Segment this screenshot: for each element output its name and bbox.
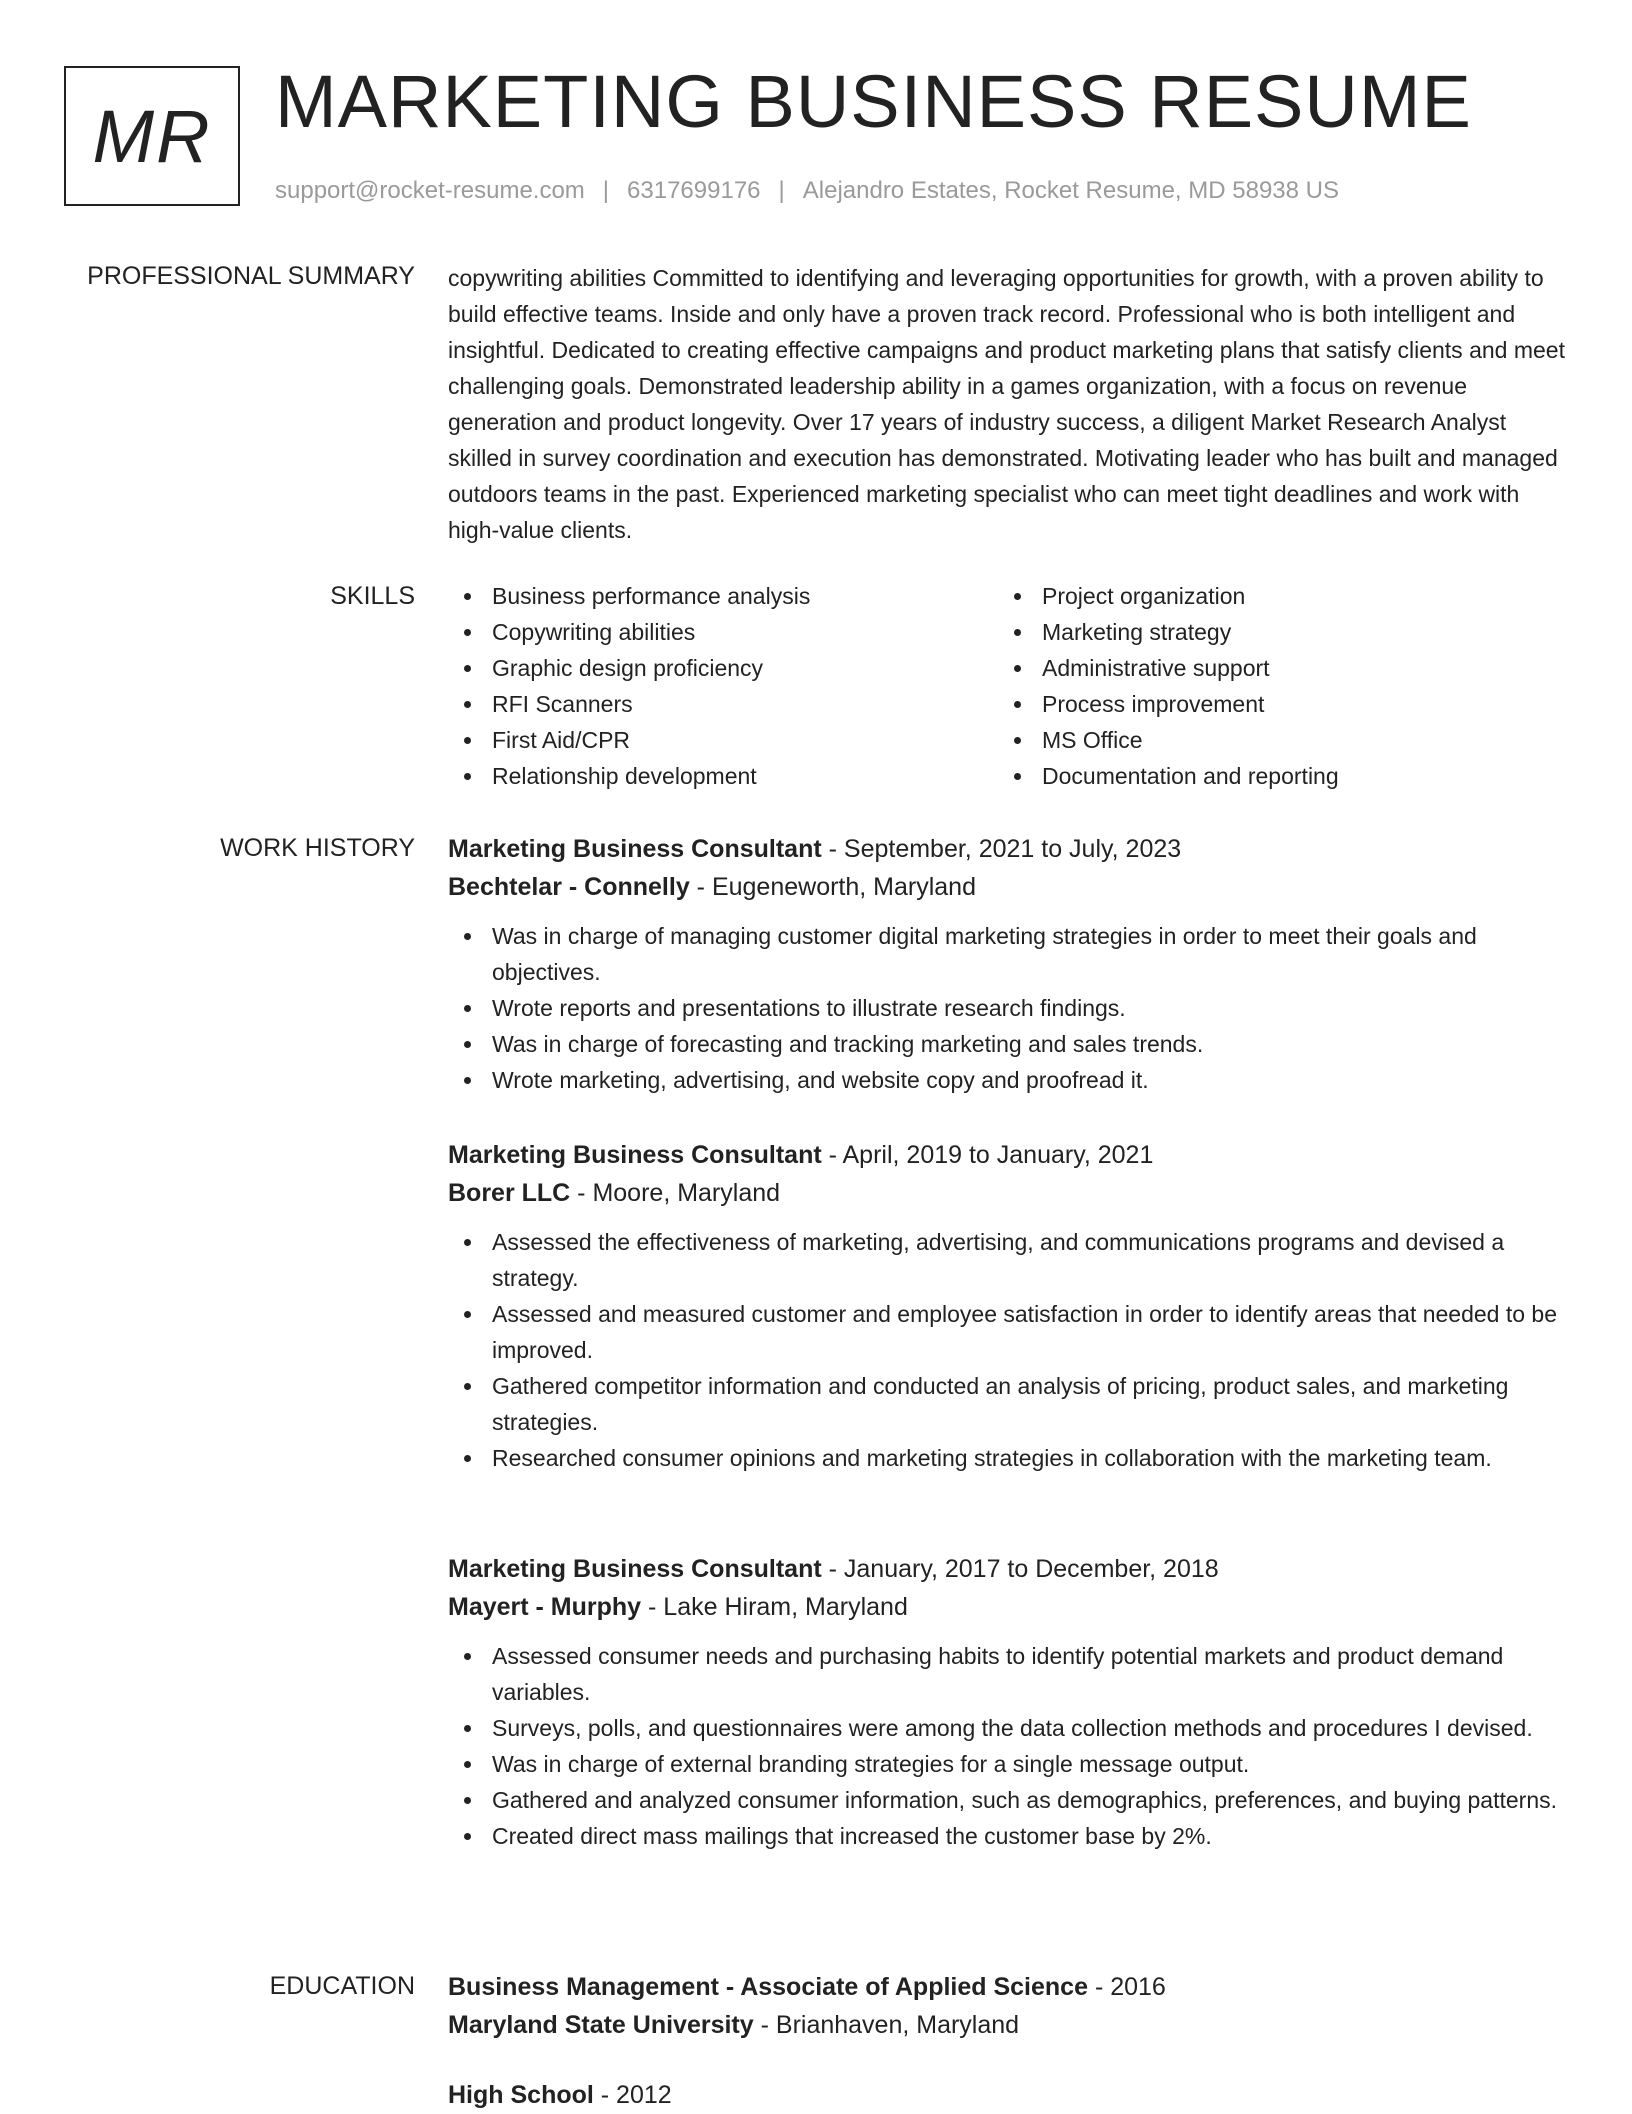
job-entry (448, 1136, 1568, 1476)
job-title: Marketing Business Consultant (448, 1555, 822, 1583)
degree-line (448, 1968, 1568, 2006)
job-location: - Eugeneworth, Maryland (689, 873, 976, 901)
job-company-line (448, 868, 1568, 906)
phone-number: 6317699176 (627, 177, 761, 204)
job-bullets (448, 918, 1568, 1098)
education-label: EDUCATION (269, 1972, 415, 2000)
contact-line (275, 174, 1339, 208)
job-bullet: Wrote reports and presentations to illustrate research findings. (448, 990, 1568, 1026)
degree-year: - 2016 (1088, 1973, 1166, 2001)
skill-item: Relationship development (448, 758, 998, 794)
job-company-line (448, 1174, 1568, 1212)
resume-title: MARKETING BUSINESS RESUME (275, 60, 1472, 143)
school-line (448, 2006, 1568, 2044)
address: Alejandro Estates, Rocket Resume, MD 58938 US (802, 177, 1339, 204)
skill-item: Process improvement (998, 686, 1548, 722)
education-entry (448, 2076, 1568, 2114)
job-dates: - January, 2017 to December, 2018 (821, 1555, 1219, 1583)
job-bullet: Assessed and measured customer and employee satisfaction in order to identify areas that needed to be improved. (448, 1296, 1568, 1368)
job-bullet: Created direct mass mailings that increased the customer base by 2%. (448, 1818, 1568, 1854)
job-bullet: Was in charge of forecasting and tracking marketing and sales trends. (448, 1026, 1568, 1062)
skill-item: Copywriting abilities (448, 614, 998, 650)
skill-item: Administrative support (998, 650, 1548, 686)
job-bullet: Gathered and analyzed consumer information, such as demographics, preferences, and buying patterns. (448, 1782, 1568, 1818)
degree-year: - 2012 (593, 2081, 672, 2109)
job-dates: - September, 2021 to July, 2023 (821, 835, 1182, 863)
separator: | (602, 177, 610, 204)
job-bullets (448, 1224, 1568, 1476)
education-entry (448, 1968, 1568, 2044)
degree: Business Management - Associate of Applied Science (448, 1973, 1088, 2001)
skill-item: Documentation and reporting (998, 758, 1548, 794)
school-location: - Brianhaven, Maryland (753, 2011, 1020, 2039)
job-bullet: Assessed the effectiveness of marketing, advertising, and communications programs and devised a strategy. (448, 1224, 1568, 1296)
job-heading (448, 830, 1568, 868)
job-company: Mayert - Murphy (448, 1593, 642, 1621)
skills-list-left (448, 578, 998, 794)
skills-list-right (998, 578, 1548, 794)
job-company-line (448, 1588, 1568, 1626)
job-entry (448, 830, 1568, 1098)
job-bullets (448, 1638, 1568, 1854)
summary-label: PROFESSIONAL SUMMARY (87, 262, 415, 290)
job-heading (448, 1136, 1568, 1174)
job-dates: - April, 2019 to January, 2021 (821, 1141, 1154, 1169)
job-company: Borer LLC (448, 1179, 571, 1207)
job-bullet: Was in charge of managing customer digital marketing strategies in order to meet their goals and objectives. (448, 918, 1568, 990)
email-link[interactable]: support@rocket-resume.com (275, 177, 585, 204)
work-label: WORK HISTORY (220, 834, 415, 862)
job-bullet: Was in charge of external branding strategies for a single message output. (448, 1746, 1568, 1782)
school: Maryland State University (448, 2011, 754, 2039)
skill-item: First Aid/CPR (448, 722, 998, 758)
job-bullet: Gathered competitor information and conducted an analysis of pricing, product sales, and marketing strategies. (448, 1368, 1568, 1440)
job-entry (448, 1550, 1568, 1854)
job-title: Marketing Business Consultant (448, 835, 822, 863)
skill-item: Graphic design proficiency (448, 650, 998, 686)
job-bullet: Researched consumer opinions and marketing strategies in collaboration with the marketing team. (448, 1440, 1568, 1476)
skill-item: Business performance analysis (448, 578, 998, 614)
job-heading (448, 1550, 1568, 1588)
job-title: Marketing Business Consultant (448, 1141, 822, 1169)
monogram: MR (64, 66, 240, 206)
job-company: Bechtelar - Connelly (448, 873, 690, 901)
job-location: - Lake Hiram, Maryland (641, 1593, 908, 1621)
job-bullet: Assessed consumer needs and purchasing habits to identify potential markets and product demand variables. (448, 1638, 1568, 1710)
skill-item: MS Office (998, 722, 1548, 758)
degree: High School (448, 2081, 594, 2109)
job-bullet: Wrote marketing, advertising, and website copy and proofread it. (448, 1062, 1568, 1098)
separator: | (778, 177, 785, 204)
skills-label: SKILLS (330, 582, 415, 610)
skill-item: Marketing strategy (998, 614, 1548, 650)
skill-item: Project organization (998, 578, 1548, 614)
job-location: - Moore, Maryland (570, 1179, 781, 1207)
skill-item: RFI Scanners (448, 686, 998, 722)
degree-line (448, 2076, 1568, 2114)
summary-text: copywriting abilities Committed to identifying and leveraging opportunities for growth, with a proven ability to build effective teams. Inside and only have a proven track record. Professional who is both intelligent and insightful. Dedicated to creating effective campaigns and product marketing plans that satisfy clients and meet challenging goals. Demonstrated leadership ability in a games organization, with a focus on revenue generation and product longevity. Over 17 years of industry success, a diligent Market Research Analyst skilled in survey coordination and execution has demonstrated. Motivating leader who has built and managed outdoors teams in the past. Experienced marketing specialist who can meet tight deadlines and work with high-value clients. (448, 265, 1565, 543)
job-bullet: Surveys, polls, and questionnaires were among the data collection methods and procedures I devised. (448, 1710, 1568, 1746)
